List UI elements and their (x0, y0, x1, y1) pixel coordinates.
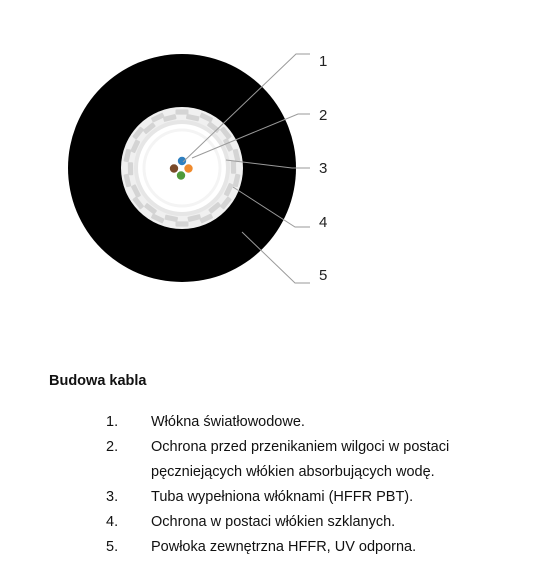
list-item-text: Ochrona w postaci włókien szklanych. (151, 514, 396, 530)
fiber-brown (170, 164, 178, 172)
loose-tube (138, 124, 226, 212)
parts-list (0, 410, 547, 560)
list-item (0, 485, 501, 510)
list-item-text: Ochrona przed przenikaniem wilgoci w postaci pęczniejących włókien absorbujących wodę. (151, 439, 450, 480)
callout-4: 4 (319, 214, 328, 231)
list-item-number: 5. (106, 539, 119, 555)
glass-yarn-segment (176, 221, 189, 226)
glass-yarn-segment (128, 162, 133, 175)
list-item-number: 3. (106, 489, 119, 505)
list-item (0, 510, 501, 535)
list-item-text: Tuba wypełniona włóknami (HFFR PBT). (151, 489, 414, 505)
fiber-orange (184, 164, 192, 172)
list-item (0, 435, 501, 485)
section-title: Budowa kabla (49, 373, 147, 389)
fiber-blue (178, 157, 186, 165)
list-item-number: 1. (106, 414, 119, 430)
callout-5: 5 (319, 267, 328, 284)
callout-3: 3 (319, 160, 328, 177)
list-item-text: Włókna światłowodowe. (151, 414, 305, 430)
list-item-number: 2. (106, 439, 119, 455)
fiber-green (177, 171, 185, 179)
list-item (0, 410, 501, 435)
list-item-number: 4. (106, 514, 119, 530)
glass-yarn-segment (231, 161, 236, 174)
list-item-text: Powłoka zewnętrzna HFFR, UV odporna. (151, 539, 417, 555)
glass-yarn-segment (176, 109, 189, 114)
list-item (0, 535, 501, 560)
callout-1: 1 (319, 53, 328, 70)
callout-2: 2 (319, 107, 328, 124)
